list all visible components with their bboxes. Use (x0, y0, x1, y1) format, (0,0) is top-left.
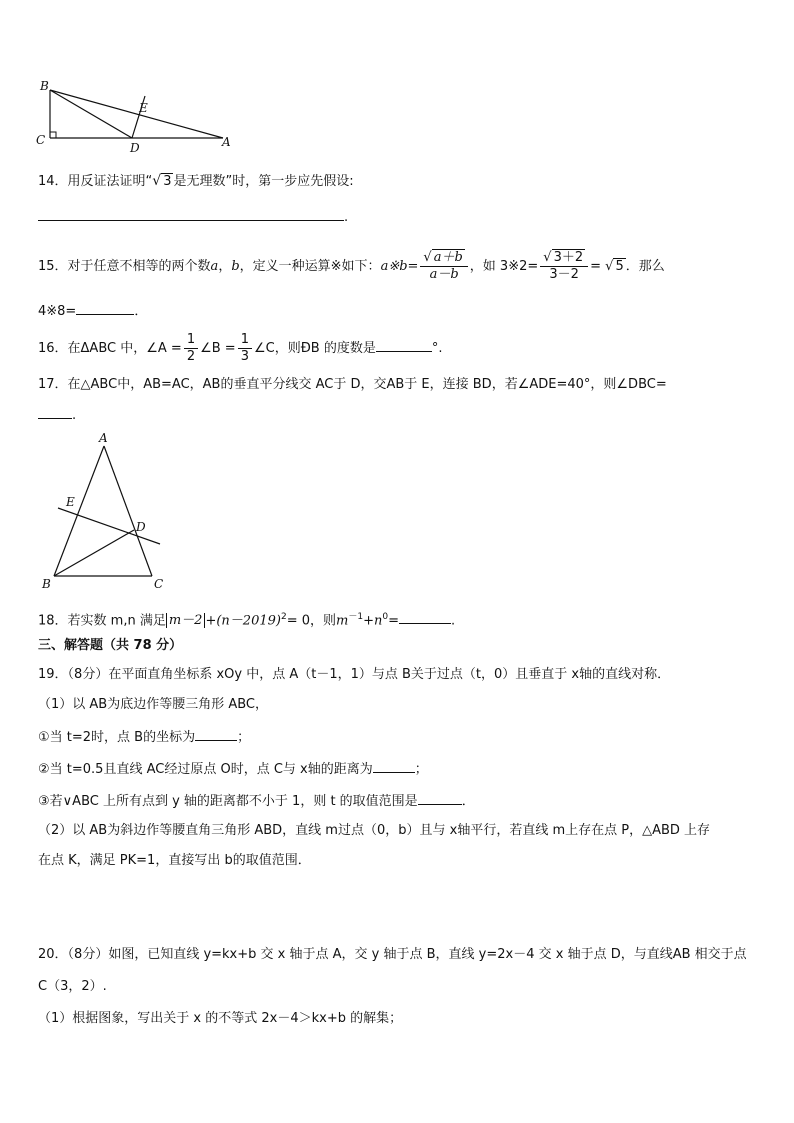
q16-f2-den: 3 (240, 349, 249, 364)
label-a: A (222, 135, 231, 149)
q18-text-pre: 18．若实数 m,n 满足 (38, 613, 166, 629)
q15-text-pre: 15．对于任意不相等的两个数 (38, 259, 211, 274)
q16-mid1: ∠B = (200, 341, 236, 356)
q18-paren: (n－2019) (216, 613, 281, 629)
q14-end: . (344, 210, 349, 225)
q20-line2: C（3，2）. (38, 979, 107, 994)
q15-b: b (231, 259, 240, 274)
question-20: 20．（8分）如图，已知直线 y=kx+b 交 x 轴于点 A，交 y 轴于点 B，直线 y=2x－4 交 x 轴于点 D，与直线AB 相交于点 (38, 947, 747, 962)
q16-f1-num: 1 (184, 332, 198, 349)
question-16 (38, 332, 442, 365)
question-19: 19．（8分）在平面直角坐标系 xOy 中，点 A（t－1，1）与点 B关于过点（t，0）且垂直于 x轴的直线对称． (38, 667, 671, 682)
q15-line2-text: 4※8= (38, 304, 77, 319)
label-d: D (130, 141, 140, 155)
q19-item3-text: ③若∨ABC 上所有点到 y 轴的距离都不小于 1，则 t 的取值范围是 (38, 794, 418, 809)
question-18 (38, 608, 455, 630)
label-e: E (66, 495, 75, 509)
q19-item2-end: ； (414, 762, 428, 777)
q15-def-lhs: a※b= (380, 259, 419, 274)
q18-eq: = 0，则 (286, 613, 336, 629)
q15-example-pre: ，如 3※2= (469, 259, 539, 274)
q15-sep: ， (218, 259, 232, 274)
q19-item1-blank[interactable] (195, 728, 237, 741)
q18-blank[interactable] (399, 611, 451, 624)
q15-def-num: a＋b (433, 250, 463, 265)
label-a: A (99, 431, 108, 445)
q15-ex-res: 5 (615, 259, 624, 274)
q20-part1: （1）根据图象，写出关于 x 的不等式 2x－4＞kx+b 的解集； (38, 1011, 403, 1026)
q19-item1-end: ； (237, 730, 251, 745)
section-heading: 三、解答题（共 78 分） (38, 638, 183, 653)
q15-line2-end: ． (134, 304, 148, 319)
q15-example-fraction: $\frac{√ 3+2}{3-2}$ (540, 250, 588, 283)
q17-line2 (38, 406, 76, 425)
q14-text-pre: 14．用反证法证明“ (38, 174, 153, 189)
q18-n: n (373, 613, 383, 629)
q15-line2 (38, 302, 147, 321)
q18-n-exp: 0 (382, 612, 389, 622)
q15-a: a (210, 259, 219, 274)
q16-text-pre: 16．在ΔABC 中，∠A = (38, 341, 182, 356)
q19-item3-blank[interactable] (418, 792, 462, 805)
label-d: D (136, 520, 146, 534)
label-c: C (154, 577, 164, 590)
q16-fraction-2 (238, 332, 252, 365)
q19-item3-end: ． (461, 794, 475, 809)
q15-blank[interactable] (76, 302, 134, 315)
question-17 (38, 376, 667, 394)
q18-m: m (336, 613, 349, 629)
q19-item2-blank[interactable] (373, 760, 415, 773)
q15-def-den: a－b (429, 267, 459, 282)
q15-def-fraction: $\frac{√ a+b}{a-b}$ (420, 250, 467, 283)
q19-part2-cont: 在点 K，满足 PK=1，直接写出 b的取值范围． (38, 853, 311, 868)
q18-square: 2 (280, 612, 287, 622)
figure-triangle-bca (30, 78, 240, 158)
q17-blank[interactable] (38, 406, 72, 419)
q19-part1: （1）以 AB为底边作等腰三角形 ABC， (38, 697, 269, 712)
q17-text: 17．在△ABC中，AB=AC，AB的垂直平分线交 AC于 D，交AB于 E，连接 BD，若∠ADE=40°，则∠DBC= (38, 377, 667, 392)
q18-plus: + (205, 613, 217, 629)
q16-end: °. (431, 341, 443, 356)
q16-f2-num: 1 (238, 332, 252, 349)
q15-ex-den: 3－2 (549, 267, 579, 282)
q14-blank[interactable] (38, 208, 344, 221)
label-c: C (36, 133, 46, 147)
q19-item3 (38, 792, 475, 811)
q18-eq2: = (388, 613, 399, 629)
figure-triangle-abc (36, 430, 176, 590)
q18-end: . (450, 613, 456, 629)
q18-abs: m－2 (166, 613, 206, 628)
q19-item2 (38, 760, 428, 779)
q19-item1-text: ①当 t=2时，点 B的坐标为 (38, 730, 196, 745)
q14-answer-line (38, 208, 348, 227)
label-e: E (139, 101, 148, 115)
q15-ex-eq: = (590, 259, 602, 274)
q19-item1 (38, 728, 250, 747)
q16-blank[interactable] (376, 339, 432, 352)
q18-m-exp: －1 (348, 612, 364, 622)
q19-item2-text: ②当 t=0.5且直线 AC经过原点 O时，点 C与 x轴的距离为 (38, 762, 373, 777)
q16-f1-den: 2 (186, 349, 196, 364)
label-b: B (40, 79, 49, 93)
q17-end: . (72, 408, 77, 423)
label-b: B (42, 577, 51, 590)
q15-mid: ，定义一种运算※如下： (239, 259, 381, 274)
q15-ex-end: ．那么 (625, 259, 665, 274)
q14-text-post: 是无理数”时，第一步应先假设: (173, 174, 354, 189)
q15-ex-num: 3＋2 (553, 250, 584, 265)
q18-plus2: + (363, 613, 374, 629)
q14-sqrt-arg: 3 (163, 174, 172, 189)
q16-fraction-1 (184, 332, 198, 365)
q19-part2: （2）以 AB为斜边作等腰直角三角形 ABD，直线 m过点（0，b）且与 x轴平行，若直线 m上存在点 P，△ABD 上存 (38, 823, 711, 838)
question-14: 14．用反证法证明“√ 3 是无理数”时，第一步应先假设: (38, 173, 354, 189)
q16-mid2: ∠C，则ÐB 的度数是 (253, 341, 376, 356)
question-15: 15．对于任意不相等的两个数a，b，定义一种运算※如下：a※b= $\frac{√ a+b}{a-b}$ ，如 3※2= $\frac{√ 3+2}{3-2}$ = √ 5 ．那么 (38, 250, 665, 282)
